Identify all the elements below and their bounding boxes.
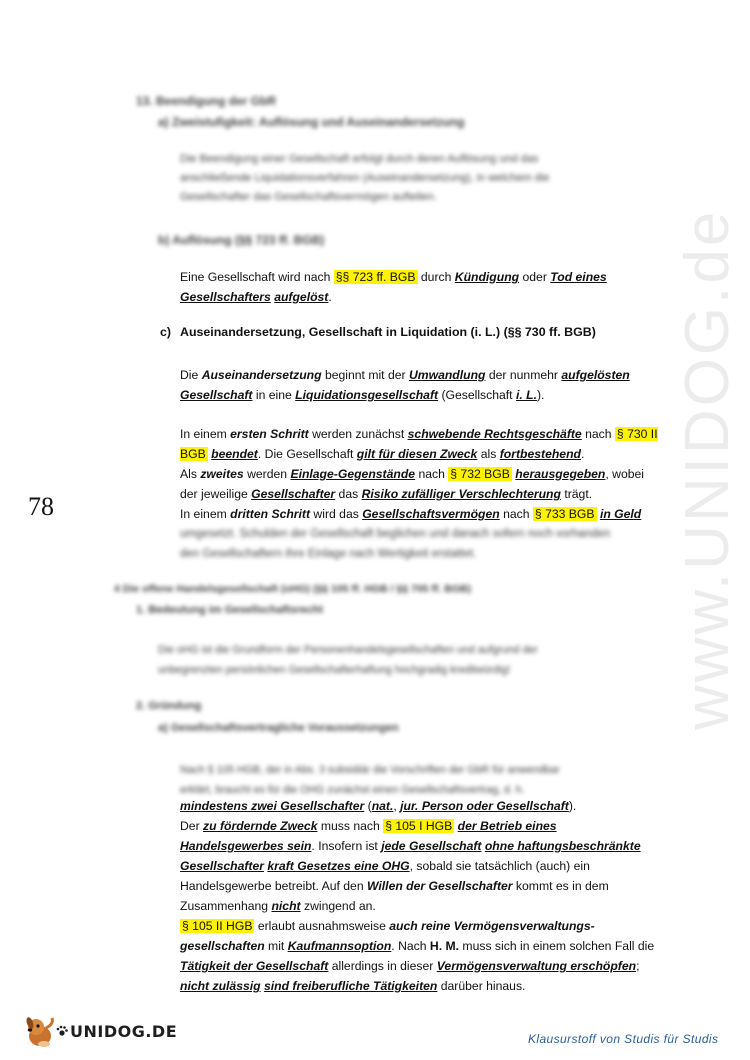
keyword: Gesellschaftsvermögen: [362, 507, 500, 521]
text: durch: [417, 270, 455, 284]
keyword: Vermögensverwaltung erschöpfen: [436, 959, 637, 973]
heading-13: 13. Beendigung der GbR: [136, 94, 277, 108]
text: der nunmehr: [485, 368, 562, 382]
keyword: jede Gesellschaft: [381, 839, 482, 853]
heading-4-2: 2. Gründung: [136, 700, 202, 712]
keyword: mindestens zwei Gesellschafter: [180, 799, 365, 813]
keyword: sind freiberufliche Tätigkeiten: [263, 979, 438, 993]
keyword: dritten Schritt: [230, 507, 311, 521]
text: In einem: [180, 507, 231, 521]
keyword: ohne haftungsbeschränkte Gesellschafter: [180, 839, 641, 873]
text: erlaubt ausnahmsweise: [254, 919, 390, 933]
text: Als: [180, 467, 201, 481]
keyword: jur. Person oder Gesellschaft: [400, 799, 569, 813]
keyword: Umwandlung: [408, 368, 486, 382]
highlight-ref: § 105 I HGB: [385, 819, 453, 833]
text: ).: [536, 388, 545, 402]
text: nach: [415, 467, 449, 481]
keyword: zweites: [200, 467, 244, 481]
heading-4-1: 1. Bedeutung im Gesellschaftsrecht: [136, 604, 324, 616]
line-gesellschafter: [180, 796, 658, 816]
unidog-logo: [24, 1014, 177, 1048]
keyword: Liquidationsgesellschaft: [295, 388, 439, 402]
highlight-ref: §§ 723 ff. BGB: [335, 270, 416, 284]
blurred-step-3-continuation: [180, 524, 670, 564]
line-zweck: [180, 816, 658, 916]
text: , sobald sie tatsächlich (auch) ein Handelsgewerbe betreibt. Auf den: [180, 859, 590, 893]
paragraph-auseinandersetzung: [180, 365, 680, 405]
keyword: herausgegeben: [515, 467, 606, 481]
blurred-line: Die Beendigung einer Gesellschaft erfolgt durch deren Auflösung und das: [180, 153, 539, 165]
text: ,: [393, 799, 401, 813]
text: .: [580, 447, 585, 461]
keyword: Risiko zufälliger Verschlechterung: [361, 487, 561, 501]
highlight-ref: § 733 BGB: [534, 507, 595, 521]
keyword: schwebende Rechtsgeschäfte: [407, 427, 582, 441]
blurred-line: den Gesellschaftern ihre Einlage nach Wertigkeit erstattet.: [180, 548, 477, 560]
keyword: kraft Gesetzes eine OHG: [267, 859, 410, 873]
keyword: i. L.: [515, 388, 537, 402]
heading-label: c): [160, 325, 172, 339]
line-vermoegensverwaltung: [180, 916, 658, 996]
text: (: [364, 799, 372, 813]
blurred-line: unbegrenzten persönlichen Gesellschafterhaftung hochgradig kreditwürdig!: [158, 664, 511, 676]
step-3: [180, 504, 658, 524]
text: als: [477, 447, 500, 461]
blurred-paragraph-a: [180, 150, 680, 207]
blurred-line: erklärt, braucht es für die OHG zunächst einen Gesellschaftsvertrag, d. h.: [180, 784, 525, 796]
watermark: www.UNIDOG.de: [673, 208, 742, 730]
heading-13b: b) Auflösung (§§ 723 ff. BGB): [158, 233, 325, 247]
text: darüber hinaus.: [437, 979, 526, 993]
keyword: nat.: [371, 799, 394, 813]
keyword: auch reine Vermögensverwaltungs-gesellschaften: [180, 919, 595, 953]
logo-text: UNIDOG.DE: [70, 1021, 178, 1041]
text: (Gesellschaft: [438, 388, 516, 402]
text: in eine: [252, 388, 296, 402]
heading-13c: [160, 325, 596, 339]
text: wird das: [310, 507, 363, 521]
text: oder: [519, 270, 551, 284]
keyword: fortbestehend: [499, 447, 581, 461]
blurred-paragraph-4-1: [158, 640, 628, 680]
text: . Nach: [391, 939, 430, 953]
text: Eine Gesellschaft wird nach: [180, 270, 334, 284]
blurred-line: anschließende Liquidationsverfahren (Auseinandersetzung), in welchem die: [180, 172, 550, 184]
text: ;: [636, 959, 640, 973]
blurred-line: Nach § 105 HGB, der in Abs. 3 subsidiär die Vorschriften der GbR für anwendbar: [180, 764, 560, 776]
text: zwingend an.: [300, 899, 376, 913]
keyword: zu fördernde Zweck: [203, 819, 318, 833]
text: . Die Gesellschaft: [257, 447, 357, 461]
keyword: Tätigkeit der Gesellschaft: [180, 959, 329, 973]
blurred-line: Gesellschafter das Gesellschaftsvermögen aufteilen.: [180, 191, 437, 203]
keyword: H. M.: [429, 939, 460, 953]
keyword: gilt für diesen Zweck: [356, 447, 478, 461]
text: . Insofern ist: [311, 839, 382, 853]
heading-4: 4 Die offene Handelsgesellschaft (oHG) (§§ 105 ff. HGB / §§ 705 ff. BGB): [114, 583, 472, 595]
highlight-ref: § 105 II HGB: [182, 919, 253, 933]
text: , wobei der jeweilige: [180, 467, 644, 501]
keyword: nicht: [271, 899, 301, 913]
heading-title: Auseinandersetzung, Gesellschaft in Liquidation (i. L.) (§§ 730 ff. BGB): [180, 325, 596, 339]
paragraph-gruendung: [180, 796, 658, 996]
keyword: Kaufmannsoption: [287, 939, 392, 953]
keyword: Kündigung: [454, 270, 520, 284]
keyword: beendet: [211, 447, 258, 461]
blurred-line: umgesetzt. Schulden der Gesellschaft beglichen und danach sofern noch vorhanden: [180, 528, 611, 540]
highlight-ref: § 732 BGB: [450, 467, 510, 481]
text: muss sich in einem solchen Fall die: [459, 939, 655, 953]
keyword: der Betrieb eines Handelsgewerbes sein: [180, 819, 557, 853]
keyword: Gesellschafter: [251, 487, 336, 501]
keyword: Willen der Gesellschafter: [367, 879, 513, 893]
text: beginnt mit der: [321, 368, 409, 382]
keyword: aufgelösten Gesellschaft: [180, 368, 630, 402]
text: nach: [581, 427, 615, 441]
keyword: nicht zulässig: [180, 979, 261, 993]
keyword: in Geld: [599, 507, 642, 521]
heading-13a: a) Zweistufigkeit: Auflösung und Auseinandersetzung: [158, 115, 465, 129]
text: ).: [568, 799, 577, 813]
text: trägt.: [560, 487, 593, 501]
text: mit: [264, 939, 288, 953]
text: werden zunächst: [308, 427, 408, 441]
text: Der: [180, 819, 204, 833]
text: kommt es in dem Zusammenhang: [180, 879, 609, 913]
heading-4-2a: a) Gesellschaftsvertragliche Voraussetzungen: [158, 722, 399, 734]
keyword: Tod eines Gesellschafters: [180, 270, 607, 304]
keyword: Einlage-Gegenstände: [290, 467, 416, 481]
text: das: [335, 487, 362, 501]
paw-icon: [56, 1025, 68, 1037]
page-number: 78: [28, 492, 54, 521]
paragraph-schritte: [180, 424, 658, 524]
step-2: [180, 464, 658, 504]
text: Die: [180, 368, 202, 382]
keyword: ersten Schritt: [230, 427, 309, 441]
highlight-ref: § 730 II BGB: [180, 427, 658, 461]
text: werden: [243, 467, 291, 481]
text: .: [328, 290, 332, 304]
paragraph-aufloesung: [180, 267, 680, 307]
dog-icon: [24, 1014, 56, 1048]
keyword: aufgelöst: [274, 290, 329, 304]
footer-slogan: Klausurstoff von Studis für Studis: [528, 1032, 719, 1046]
text: muss nach: [317, 819, 384, 833]
text: nach: [499, 507, 533, 521]
step-1: [180, 424, 658, 464]
text: In einem: [180, 427, 231, 441]
blurred-line: Die oHG ist die Grundform der Personenhandelsgesellschaften und aufgrund der: [158, 644, 538, 656]
blurred-paragraph-4-2a: [180, 760, 650, 800]
keyword: Auseinandersetzung: [201, 368, 322, 382]
text: allerdings in dieser: [328, 959, 437, 973]
